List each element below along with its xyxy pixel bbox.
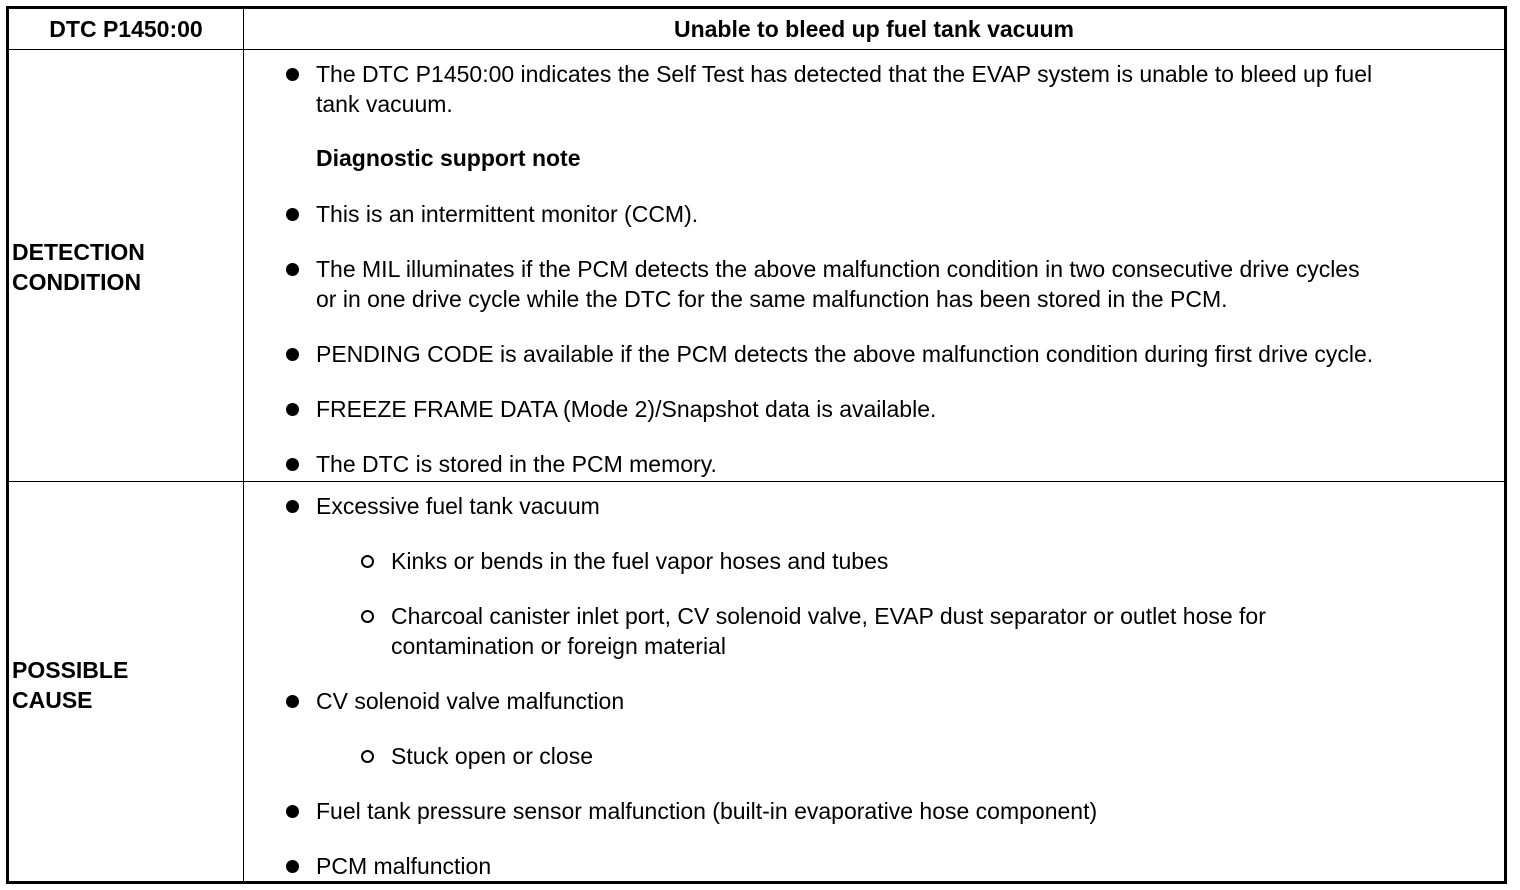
- row-divider: [9, 481, 1504, 482]
- sub-bullet-icon: [361, 750, 374, 763]
- bullet-icon: [286, 805, 299, 818]
- cause-bullet-2-sub-1: Stuck open or close: [391, 743, 594, 769]
- dtc-title-header: Unable to bleed up fuel tank vacuum: [673, 15, 1074, 42]
- cause-bullet-3: Fuel tank pressure sensor malfunction (built-in evaporative hose component): [316, 798, 1098, 824]
- bullet-icon: [286, 263, 299, 276]
- cause-bullet-4: PCM malfunction: [316, 853, 492, 879]
- cause-bullet-1-sub-1: Kinks or bends in the fuel vapor hoses and tubes: [391, 548, 889, 574]
- cause-bullet-1-sub-2-line-1: Charcoal canister inlet port, CV solenoid valve, EVAP dust separator or outlet hose for: [391, 603, 1266, 629]
- bullet-icon: [286, 403, 299, 416]
- detection-bullet-1-line-2: tank vacuum.: [316, 91, 453, 117]
- detection-bullet-3-line-2: or in one drive cycle while the DTC for the same malfunction has been stored in the PCM.: [316, 286, 1228, 312]
- detection-bullet-4: PENDING CODE is available if the PCM detects the above malfunction condition during first drive cycle.: [316, 341, 1374, 367]
- header-divider: [9, 49, 1504, 50]
- cause-bullet-1-sub-2-line-2: contamination or foreign material: [391, 633, 726, 659]
- bullet-icon: [286, 860, 299, 873]
- column-divider: [243, 9, 244, 881]
- detection-bullet-6: The DTC is stored in the PCM memory.: [316, 451, 717, 477]
- bullet-icon: [286, 68, 299, 81]
- possible-cause-label: POSSIBLE CAUSE: [12, 657, 129, 713]
- bullet-icon: [286, 458, 299, 471]
- cause-bullet-2: CV solenoid valve malfunction: [316, 688, 625, 714]
- detection-bullet-1-line-1: The DTC P1450:00 indicates the Self Test has detected that the EVAP system is unable to bleed up fuel: [316, 61, 1373, 87]
- bullet-icon: [286, 208, 299, 221]
- dtc-code-header: DTC P1450:00: [49, 15, 203, 42]
- detection-bullet-3-line-1: The MIL illuminates if the PCM detects the above malfunction condition in two consecutive drive cycles: [316, 256, 1360, 282]
- bullet-icon: [286, 695, 299, 708]
- detection-condition-label: DETECTION CONDITION: [12, 239, 145, 295]
- detection-bullet-2: This is an intermittent monitor (CCM).: [316, 201, 699, 227]
- sub-bullet-icon: [361, 555, 374, 568]
- diagnostic-support-note-heading: Diagnostic support note: [316, 145, 581, 171]
- bullet-icon: [286, 348, 299, 361]
- cause-bullet-1: Excessive fuel tank vacuum: [316, 493, 600, 519]
- sub-bullet-icon: [361, 610, 374, 623]
- bullet-icon: [286, 500, 299, 513]
- dtc-table: [6, 6, 1507, 884]
- detection-bullet-5: FREEZE FRAME DATA (Mode 2)/Snapshot data is available.: [316, 396, 937, 422]
